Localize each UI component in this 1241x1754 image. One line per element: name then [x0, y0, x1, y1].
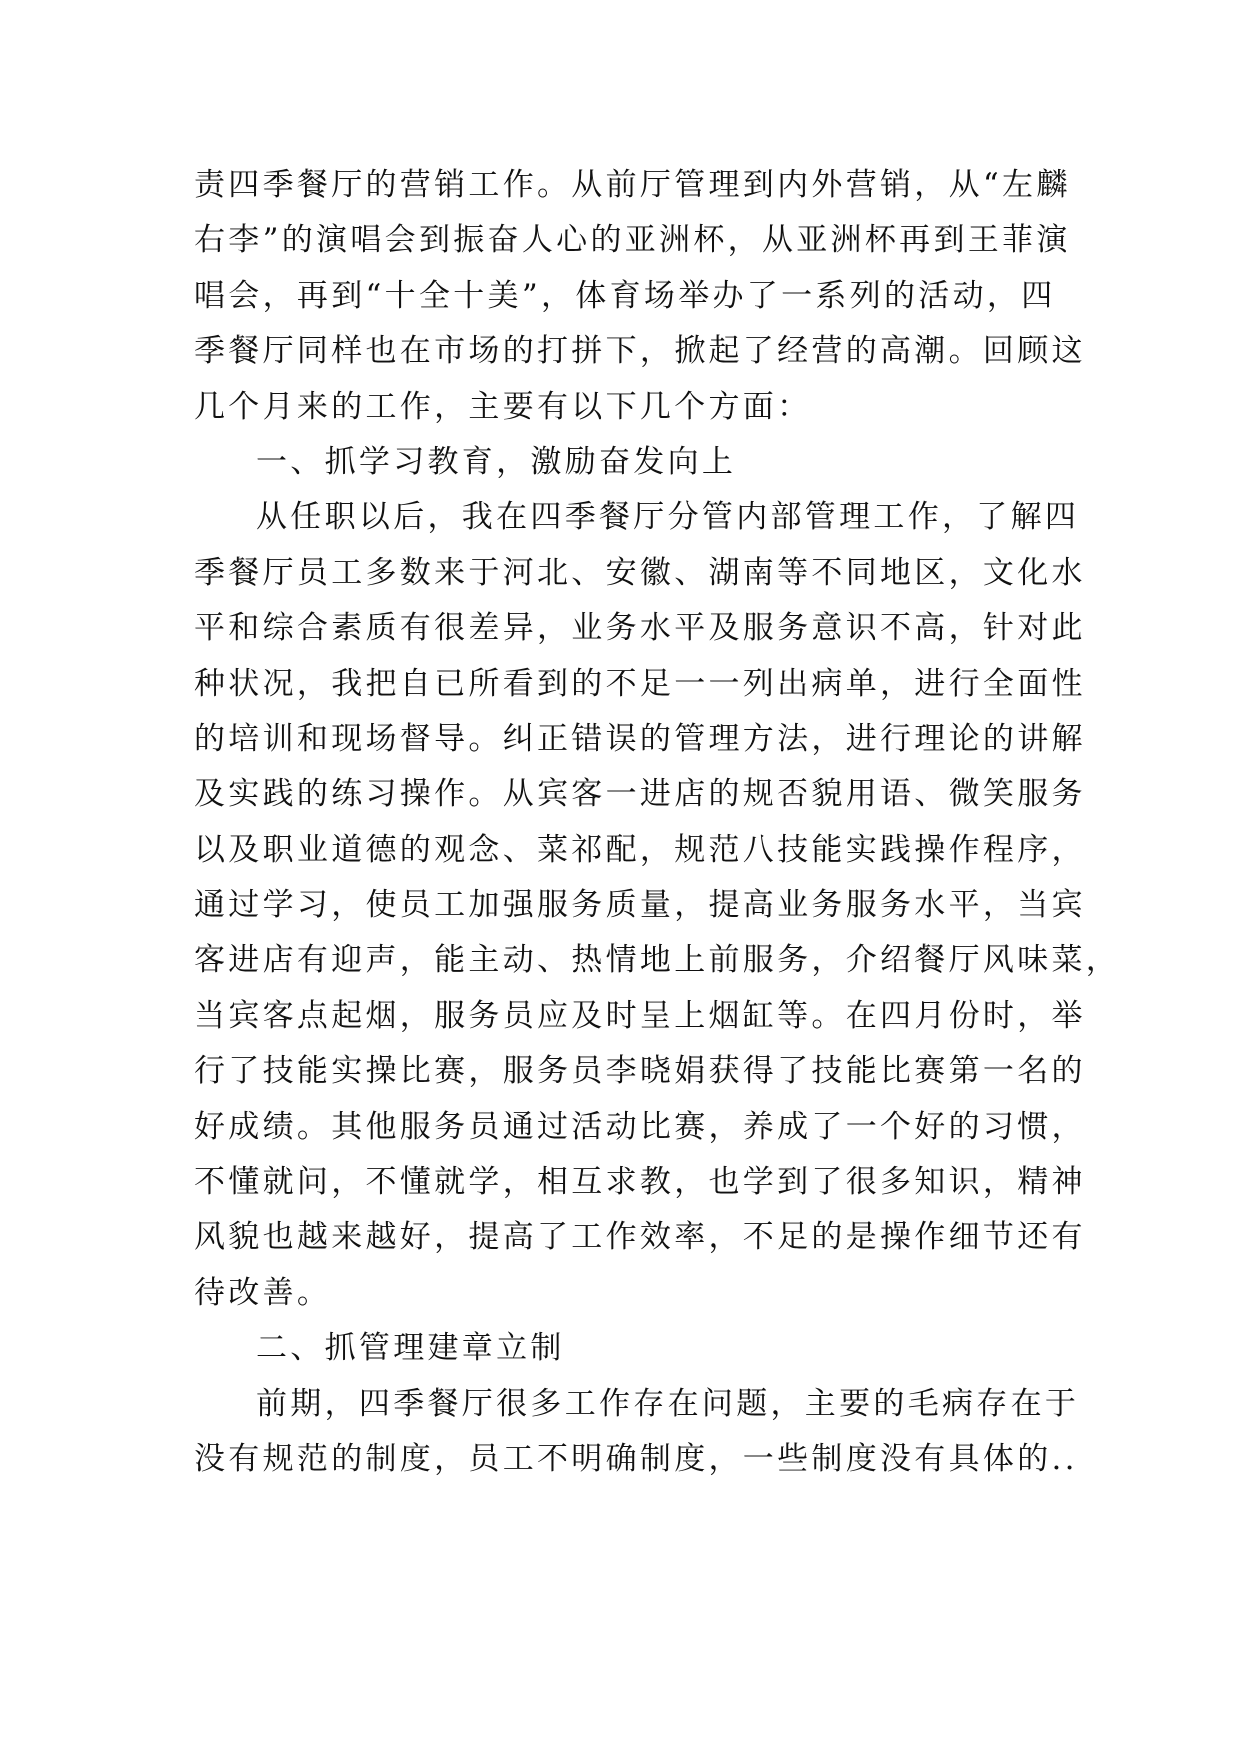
text-line: 通过学习，使员工加强服务质量，提高业务服务水平，当宾 [194, 887, 1086, 924]
text-line: 唱会，再到“十全十美”，体育场举办了一系列的活动，四 [194, 277, 1056, 314]
text-line: 行了技能实操比赛，服务员李晓娟获得了技能比赛第一名的 [194, 1053, 1086, 1090]
text-line: 不懂就问，不懂就学，相互求教，也学到了很多知识，精神 [194, 1164, 1086, 1201]
document-page [194, 158, 1121, 1487]
text-line: 的培训和现场督导。纠正错误的管理方法，进行理论的讲解 [194, 720, 1086, 757]
text-line: 客进店有迎声，能主动、热情地上前服务，介绍餐厅风味菜， [194, 942, 1121, 979]
text-line: 右李”的演唱会到振奋人心的亚洲杯，从亚洲杯再到王菲演 [194, 222, 1071, 259]
text-line: 没有规范的制度，员工不明确制度，一些制度没有具体的.. [194, 1440, 1078, 1477]
text-line: 待改善。 [194, 1274, 332, 1311]
text-line: 及实践的练习操作。从宾客一进店的规否貌用语、微笑服务 [194, 776, 1086, 813]
text-line: 从任职以后，我在四季餐厅分管内部管理工作，了解四 [256, 499, 1080, 536]
text-line: 风貌也越来越好，提高了工作效率，不足的是操作细节还有 [194, 1219, 1086, 1256]
section-heading-1: 一、抓学习教育，激励奋发向上 [256, 443, 737, 480]
text-line: 当宾客点起烟，服务员应及时呈上烟缸等。在四月份时，举 [194, 997, 1086, 1034]
text-line: 季餐厅同样也在市场的打拼下，掀起了经营的高潮。回顾这 [194, 333, 1086, 370]
text-line: 种状况，我把自已所看到的不足一一列出病单，进行全面性 [194, 665, 1086, 702]
text-line: 几个月来的工作，主要有以下几个方面： [194, 388, 812, 425]
text-line: 好成绩。其他服务员通过活动比赛，养成了一个好的习惯， [194, 1108, 1086, 1145]
text-line: 责四季餐厅的营销工作。从前厅管理到内外营销，从“左麟 [194, 167, 1071, 203]
text-line: 平和综合素质有很差异，业务水平及服务意识不高，针对此 [194, 610, 1086, 647]
text-line: 前期，四季餐厅很多工作存在问题，主要的毛病存在于 [256, 1385, 1080, 1422]
text-line: 以及职业道德的观念、菜祁配，规范八技能实践操作程序， [194, 831, 1086, 868]
section-heading-2: 二、抓管理建章立制 [256, 1330, 565, 1367]
text-line: 季餐厅员工多数来于河北、安徽、湖南等不同地区，文化水 [194, 554, 1086, 591]
